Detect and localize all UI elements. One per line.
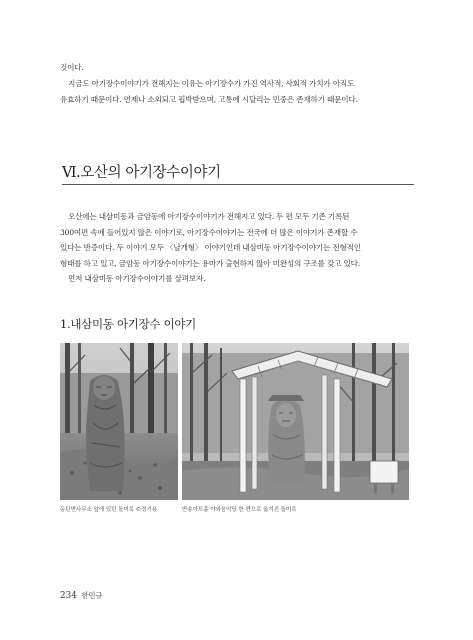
text-line: 유효하기 때문이다. 언제나 소외되고 핍박받으며, 고통에 시달리는 민중은 존재하기 때문이다. xyxy=(60,95,358,104)
stone-buddha-pavilion-image xyxy=(182,343,409,500)
text-line: 먼저 내삼미동 아기장수이야기를 살펴보자. xyxy=(68,274,206,283)
intro-paragraph xyxy=(60,60,430,108)
body-paragraph xyxy=(60,209,430,287)
chapter-divider xyxy=(62,184,414,185)
stone-buddha-photo-left xyxy=(60,343,178,500)
photo-caption-left: 동탄면사무소 앞에 있던 돌미륵 ©정기용 xyxy=(60,507,158,513)
photo-caption-right: 반송아트홀 야외음악당 한 켠으로 옮겨진 돌미륵 xyxy=(182,507,297,513)
page-footer xyxy=(60,591,102,601)
chapter-title: Ⅵ.오산의 아기장수이야기 xyxy=(62,165,221,181)
stone-buddha-forest-image xyxy=(60,343,178,500)
text-line: 것이다. xyxy=(60,63,84,72)
text-line: 형태를 하고 있고, 금암동 아기장수이야기는 용마가 출현하지 않아 미완성의 구조를 갖고 있다. xyxy=(60,258,360,268)
text-line: 있다는 반증이다. 두 이야기 모두 〈날개형〉 이야기인데 내삼미동 아기장수이야기는 전형적인 xyxy=(60,243,361,252)
section-title: 1.내삼미동 아기장수 이야기 xyxy=(60,317,196,331)
stone-buddha-photo-right xyxy=(182,343,409,500)
text-line: 오산에는 내삼미동과 금암동에 아기장수이야기가 전해지고 있다. 두 편 모두 기존 기록된 xyxy=(68,212,350,221)
author-name: 한민규 xyxy=(81,591,103,600)
text-line: 300여편 속에 들어있지 않은 이야기로, 아기장수이야기는 전국에 더 많은 이야기가 존재할 수 xyxy=(60,227,358,237)
page-number: 234 xyxy=(60,591,77,601)
text-line: 지금도 아기장수이야기가 전해지는 이유는 아기장수가 가진 역사적, 사회적 가치가 아직도 xyxy=(68,79,355,88)
